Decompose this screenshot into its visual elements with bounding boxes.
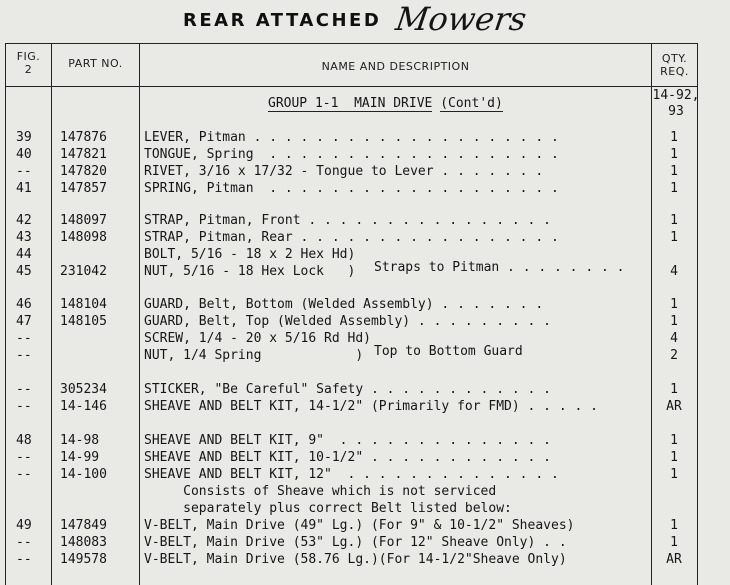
quantity-cell: 1 <box>670 467 678 482</box>
part-number-cell: 14-99 <box>60 450 100 465</box>
table-row <box>0 382 730 398</box>
description-cell: SHEAVE AND BELT KIT, 9" . . . . . . . . . . . . . . <box>144 433 551 448</box>
table-row <box>0 181 730 197</box>
title-text: REAR ATTACHED <box>183 10 382 31</box>
description-cell: TONGUE, Spring . . . . . . . . . . . . . . . . . . . <box>144 147 559 162</box>
description-cell: SHEAVE AND BELT KIT, 10-1/2" . . . . . . . . . . . . <box>144 450 551 465</box>
table-row <box>0 484 730 500</box>
part-number-cell: 148105 <box>60 314 107 329</box>
quantity-cell: 4 <box>670 331 678 346</box>
table-row <box>0 130 730 146</box>
fig-cell: -- <box>16 552 32 567</box>
group-qty: 14-92, 93 <box>652 88 700 119</box>
table-row <box>0 535 730 551</box>
table-row <box>0 518 730 534</box>
description-cell: SHEAVE AND BELT KIT, 12" . . . . . . . . . . . . . . <box>144 467 559 482</box>
table-row <box>0 213 730 229</box>
col-part-header: PART NO. <box>68 57 123 70</box>
quantity-cell: 1 <box>670 230 678 245</box>
table-row <box>0 467 730 483</box>
description-cell: LEVER, Pitman . . . . . . . . . . . . . . . . . . . . <box>144 130 559 145</box>
description-cell: NUT, 5/16 - 18 Hex Lock ) <box>144 264 356 279</box>
fig-cell: 45 <box>16 264 32 279</box>
page-header <box>0 0 730 40</box>
part-number-cell: 305234 <box>60 382 107 397</box>
quantity-cell: AR <box>666 399 682 414</box>
fig-cell: 49 <box>16 518 32 533</box>
table-row <box>0 230 730 246</box>
quantity-cell: 1 <box>670 147 678 162</box>
quantity-cell: 1 <box>670 382 678 397</box>
table-row <box>0 433 730 449</box>
part-number-cell: 14-100 <box>60 467 107 482</box>
quantity-cell: 1 <box>670 314 678 329</box>
fig-cell: 43 <box>16 230 32 245</box>
fig-cell: 44 <box>16 247 32 262</box>
quantity-cell: 1 <box>670 450 678 465</box>
straps-brace-note: Straps to Pitman . . . . . . . . <box>374 260 625 275</box>
col-fig-header: FIG. 2 <box>16 50 41 76</box>
description-cell: V-BELT, Main Drive (58.76 Lg.)(For 14-1/2"Sheave Only) <box>144 552 567 567</box>
part-number-cell: 148104 <box>60 297 107 312</box>
fig-cell: -- <box>16 399 32 414</box>
part-number-cell: 149578 <box>60 552 107 567</box>
description-cell: V-BELT, Main Drive (49" Lg.) (For 9" & 10-1/2" Sheaves) <box>144 518 575 533</box>
table-row <box>0 297 730 313</box>
table-row <box>0 501 730 517</box>
group-heading: GROUP 1-1 MAIN DRIVE (Cont'd) <box>268 96 503 111</box>
fig-cell: 48 <box>16 433 32 448</box>
quantity-cell: 1 <box>670 164 678 179</box>
fig-cell: -- <box>16 467 32 482</box>
description-cell: STRAP, Pitman, Rear . . . . . . . . . . . . . . . . . <box>144 230 559 245</box>
part-number-cell: 147857 <box>60 181 107 196</box>
part-number-cell: 148097 <box>60 213 107 228</box>
description-cell: GUARD, Belt, Bottom (Welded Assembly) . . . . . . . <box>144 297 544 312</box>
fig-cell: -- <box>16 450 32 465</box>
fig-cell: 41 <box>16 181 32 196</box>
description-cell: STRAP, Pitman, Front . . . . . . . . . . . . . . . . <box>144 213 551 228</box>
quantity-cell: 4 <box>670 264 678 279</box>
table-row <box>0 450 730 466</box>
table-row <box>0 348 730 364</box>
description-cell: SHEAVE AND BELT KIT, 14-1/2" (Primarily for FMD) . . . . . <box>144 399 598 414</box>
description-cell: SCREW, 1/4 - 20 x 5/16 Rd Hd) <box>144 331 371 346</box>
fig-cell: -- <box>16 382 32 397</box>
fig-cell: 39 <box>16 130 32 145</box>
part-number-cell: 148098 <box>60 230 107 245</box>
fig-cell: -- <box>16 348 32 363</box>
part-number-cell: 147849 <box>60 518 107 533</box>
fig-cell: 40 <box>16 147 32 162</box>
description-cell: BOLT, 5/16 - 18 x 2 Hex Hd) <box>144 247 356 262</box>
table-row <box>0 399 730 415</box>
quantity-cell: 1 <box>670 518 678 533</box>
table-row <box>0 147 730 163</box>
quantity-cell: 2 <box>670 348 678 363</box>
quantity-cell: 1 <box>670 297 678 312</box>
fig-cell: 47 <box>16 314 32 329</box>
quantity-cell: AR <box>666 552 682 567</box>
fig-cell: 42 <box>16 213 32 228</box>
col-desc-header: NAME AND DESCRIPTION <box>321 60 470 73</box>
description-cell: RIVET, 3/16 x 17/32 - Tongue to Lever . . . . . . . <box>144 164 544 179</box>
table-row <box>0 164 730 180</box>
quantity-cell: 1 <box>670 433 678 448</box>
fig-cell: 46 <box>16 297 32 312</box>
part-number-cell: 147820 <box>60 164 107 179</box>
part-number-cell: 147821 <box>60 147 107 162</box>
fig-cell: -- <box>16 331 32 346</box>
quantity-cell: 1 <box>670 181 678 196</box>
part-number-cell: 231042 <box>60 264 107 279</box>
fig-cell: -- <box>16 535 32 550</box>
quantity-cell: 1 <box>670 130 678 145</box>
quantity-cell: 1 <box>670 535 678 550</box>
description-cell: STICKER, "Be Careful" Safety . . . . . . . . . . . . <box>144 382 551 397</box>
col-qty-header: QTY. REQ. <box>660 52 689 78</box>
top-rule <box>5 43 697 44</box>
part-number-cell: 14-146 <box>60 399 107 414</box>
part-number-cell: 147876 <box>60 130 107 145</box>
description-cell: Consists of Sheave which is not serviced <box>144 484 497 499</box>
fig-cell: -- <box>16 164 32 179</box>
table-row <box>0 552 730 568</box>
description-cell: separately plus correct Belt listed below: <box>144 501 512 516</box>
quantity-cell: 1 <box>670 213 678 228</box>
description-cell: V-BELT, Main Drive (53" Lg.) (For 12" Sheave Only) . . <box>144 535 567 550</box>
table-row <box>0 331 730 347</box>
part-number-cell: 14-98 <box>60 433 100 448</box>
description-cell: SPRING, Pitman . . . . . . . . . . . . . . . . . . . <box>144 181 559 196</box>
description-cell: GUARD, Belt, Top (Welded Assembly) . . . . . . . . . <box>144 314 551 329</box>
description-cell: NUT, 1/4 Spring ) <box>144 348 364 363</box>
title-script-text: Mowers <box>393 0 529 38</box>
guard-brace-note: Top to Bottom Guard <box>374 344 523 359</box>
part-number-cell: 148083 <box>60 535 107 550</box>
table-row <box>0 314 730 330</box>
header-rule <box>5 86 697 87</box>
